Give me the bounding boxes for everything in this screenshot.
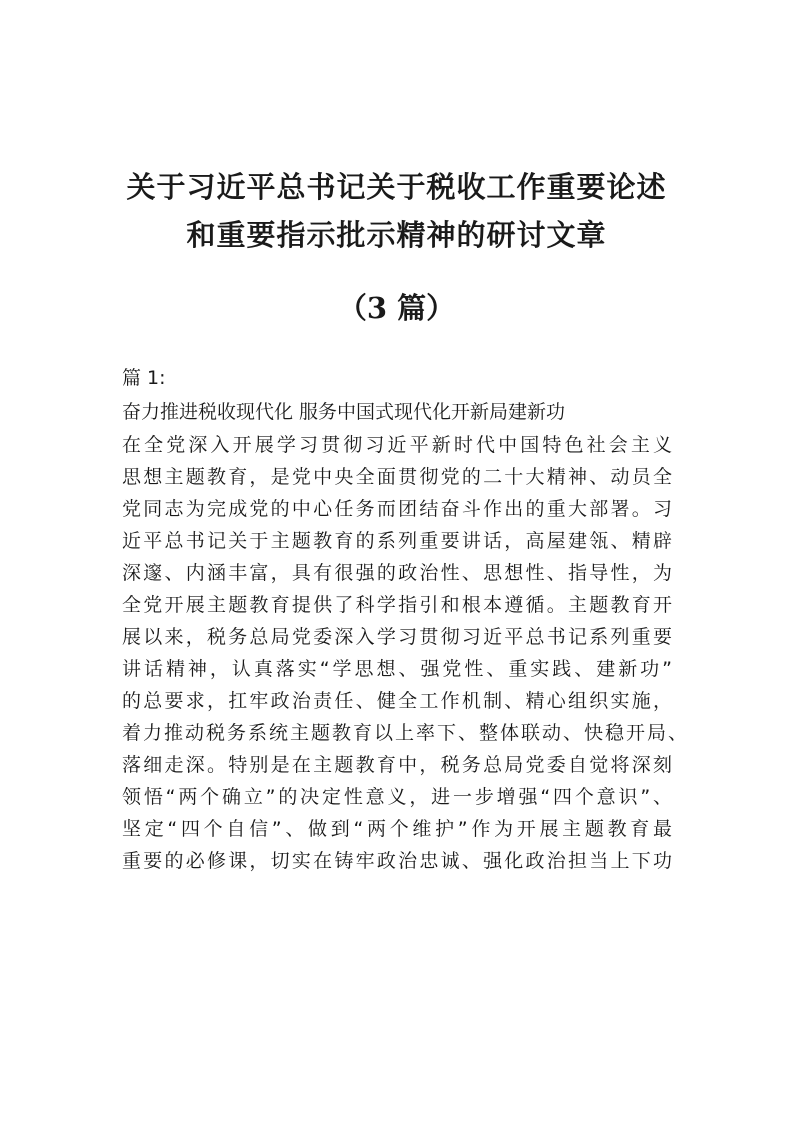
body-line: 着力推动税务系统主题教育以上率下、整体联动、快稳开局、 xyxy=(122,722,690,744)
document-subtitle: （3 篇） xyxy=(337,291,456,325)
title-line-2: 和重要指示批示精神的研讨文章 xyxy=(186,218,607,252)
body-line: 近平总书记关于主题教育的系列重要讲话，高屋建瓴、精辟 xyxy=(122,530,674,552)
section-label: 篇 1: xyxy=(122,367,166,389)
body-line: 展以来，税务总局党委深入学习贯彻习近平总书记系列重要 xyxy=(122,626,674,648)
document-body xyxy=(122,361,690,877)
title-line-1: 关于习近平总书记关于税收工作重要论述 xyxy=(126,170,667,204)
body-line: 党同志为完成党的中心任务而团结奋斗作出的重大部署。习 xyxy=(122,498,674,520)
document-title xyxy=(0,163,793,259)
body-line: 深邃、内涵丰富，具有很强的政治性、思想性、指导性，为 xyxy=(122,562,674,584)
body-line: 在全党深入开展学习贯彻习近平新时代中国特色社会主义 xyxy=(122,434,674,456)
section-heading: 奋力推进税收现代化 服务中国式现代化开新局建新功 xyxy=(122,401,566,423)
body-line: 落细走深。特别是在主题教育中，税务总局党委自觉将深刻 xyxy=(122,754,674,776)
body-line: 的总要求，扛牢政治责任、健全工作机制、精心组织实施， xyxy=(122,690,674,712)
body-line: 领悟“两个确立”的决定性意义，进一步增强“四个意识”、 xyxy=(122,786,674,808)
body-line: 重要的必修课，切实在铸牢政治忠诚、强化政治担当上下功 xyxy=(122,850,674,872)
body-line: 全党开展主题教育提供了科学指引和根本遵循。主题教育开 xyxy=(122,594,674,616)
body-line: 讲话精神，认真落实“学思想、强党性、重实践、建新功” xyxy=(122,658,674,680)
body-line: 思想主题教育，是党中央全面贯彻党的二十大精神、动员全 xyxy=(122,466,674,488)
body-line: 坚定“四个自信”、做到“两个维护”作为开展主题教育最 xyxy=(122,818,674,840)
